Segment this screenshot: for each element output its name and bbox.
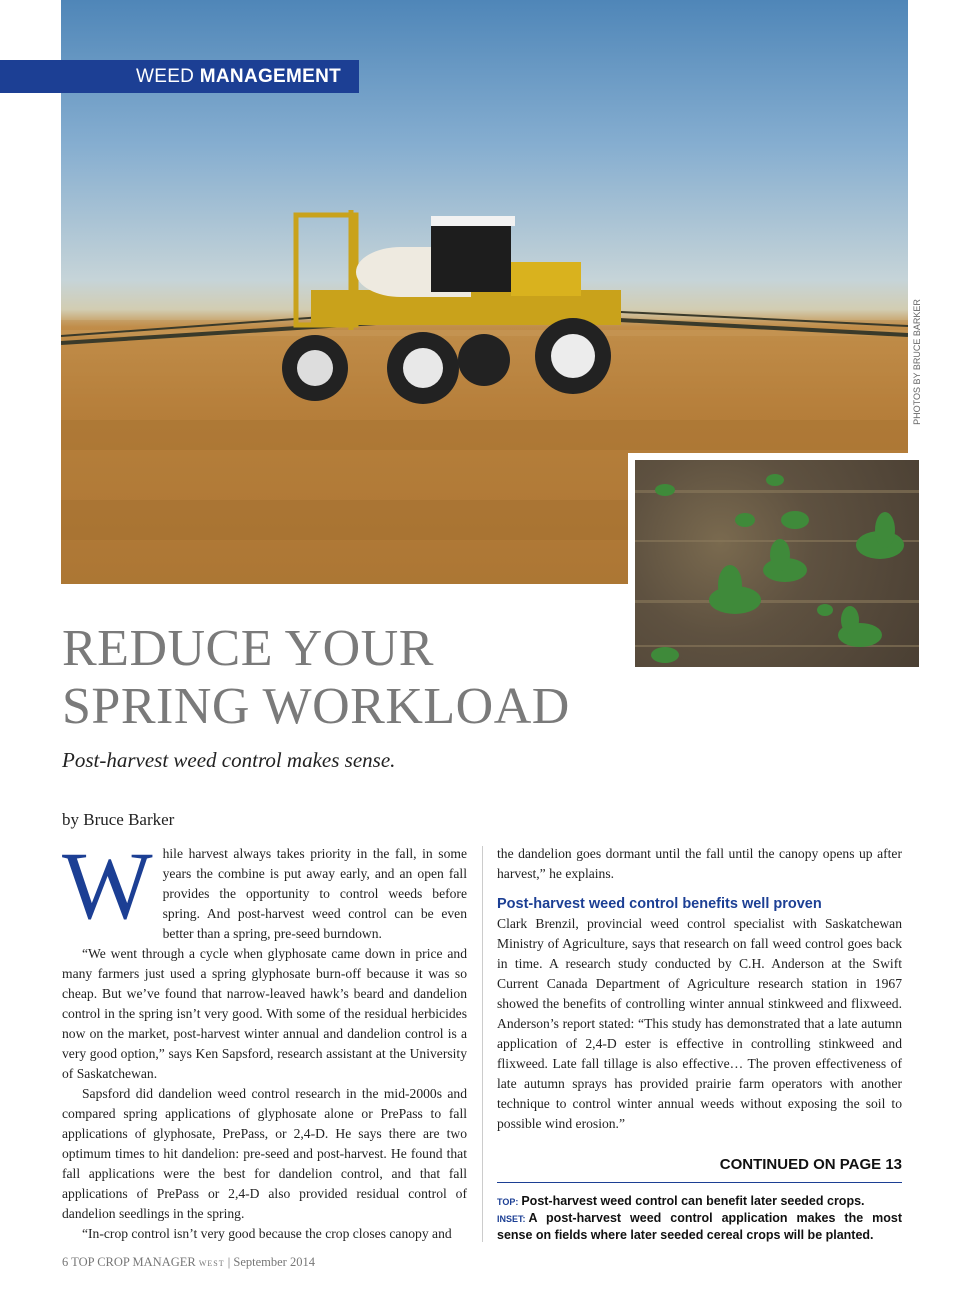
page-footer: [62, 1255, 315, 1270]
paragraph: “We went through a cycle when glyphosate came down in price and many farmers just used a spring glyphosate burn-off because it was so cheap. But we’ve found that narrow-leaved hawk’s beard and dandelion control in the spring isn’t very good. With some of the residual herbicides now on the market, post-harvest winter annual and dandelion control is a very good option,” says Ken Sapsford, research assistant at the University of Saskatchewan.: [62, 946, 467, 1081]
caption-divider: [497, 1182, 902, 1183]
article-title-line1: REDUCE YOUR: [62, 620, 434, 677]
paragraph: Sapsford did dandelion weed control research in the mid-2000s and compared spring applications of glyphosate alone or PrePass to fall applications of glyphosate, PrePass, or 2,4-D. He says there are two optimum times to hit dandelion: pre-seed and post-harvest. He found that fall applications were the best for dandelion control, and that fall applications of PrePass or 2,4-D also provided residual control of dandelion seedlings in the spring.: [62, 1086, 467, 1221]
caption-top-text: Post-harvest weed control can benefit later seeded crops.: [521, 1194, 865, 1208]
magazine-edition: WEST: [198, 1259, 225, 1268]
section-tag-bold: MANAGEMENT: [199, 66, 342, 87]
caption-inset: [497, 1210, 902, 1243]
footer-separator: |: [227, 1255, 231, 1269]
column-divider: [482, 846, 483, 1242]
section-tag: [0, 60, 359, 93]
page-number: 6: [62, 1255, 69, 1269]
drop-cap: W: [62, 832, 153, 939]
article-subtitle: Post-harvest weed control makes sense.: [62, 748, 396, 772]
section-tag-light: WEED: [136, 66, 200, 87]
byline: by Bruce Barker: [62, 810, 175, 829]
issue-date: September 2014: [233, 1255, 315, 1269]
inset-photo-weeds: [635, 460, 919, 667]
paragraph: Clark Brenzil, provincial weed control specialist with Saskatchewan Ministry of Agriculture, says that research on fall weed control goes back in time. A research study conducted by C.H. Anderson at the Swift Current Canada Department of Agriculture research station in 1967 showed the benefits of controlling winter annual stinkweed and flixweed. Anderson’s report stated: “This study has demonstrated that a late autumn application of 2,4-D ester is effective in controlling stinkweed and flixweed. Late fall tillage is also effective… The proven effectiveness of late autumn sprays has provided prairie farm operators with another technique to control winter annual weeds without exposing the soil to possible wind erosion.”: [497, 916, 902, 1131]
paragraph: the dandelion goes dormant until the fall until the canopy opens up after harvest,” he explains.: [497, 846, 902, 881]
subheading: Post-harvest weed control benefits well proven: [497, 896, 822, 912]
paragraph-text: hile harvest always takes priority in the fall, in some years the combine is put away early, and an open fall provides the opportunity to control weeds before spring. And post-harvest weed control can be even better than a spring, pre-seed burndown.: [162, 846, 467, 941]
paragraph: [62, 832, 467, 944]
paragraph: “In-crop control isn’t very good because the crop closes canopy and: [82, 1226, 452, 1241]
right-column: [497, 844, 902, 1134]
caption-top-label: TOP:: [497, 1197, 519, 1207]
photo-credit: PHOTOS BY BRUCE BARKER: [912, 299, 922, 425]
caption-top: [497, 1193, 902, 1210]
photo-captions: [497, 1193, 902, 1243]
article-title-line2: SPRING WORKLOAD: [62, 678, 570, 735]
left-column: [62, 832, 467, 1244]
inset-photo-frame: [628, 453, 925, 673]
caption-inset-label: INSET:: [497, 1214, 526, 1224]
article-title: [62, 620, 662, 736]
magazine-name: TOP CROP MANAGER: [71, 1255, 196, 1269]
caption-inset-text: A post-harvest weed control application makes the most sense on fields where later seeded cereal crops will be planted.: [497, 1211, 902, 1242]
continued-link[interactable]: CONTINUED ON PAGE 13: [719, 1156, 902, 1173]
